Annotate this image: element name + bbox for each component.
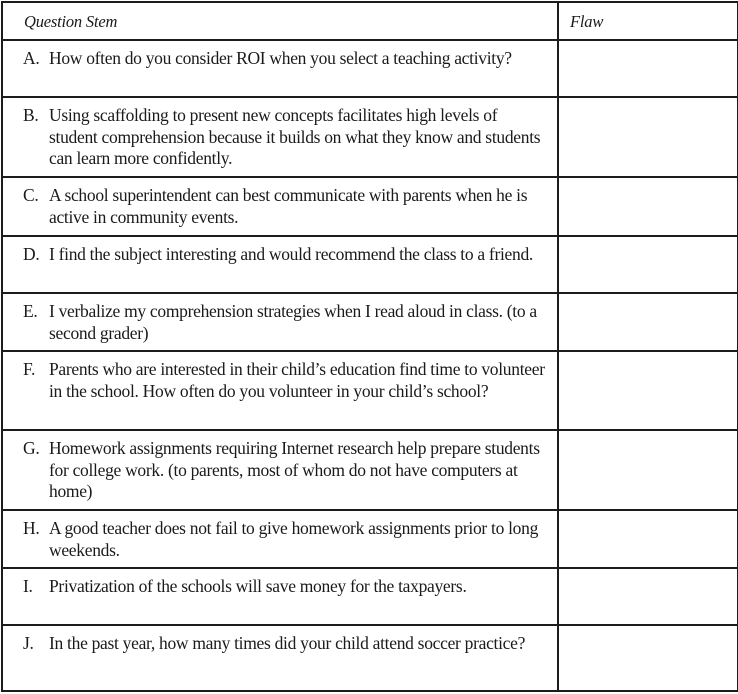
- question-text: I find the subject interesting and would recommend the class to a friend.: [49, 244, 533, 264]
- flaw-cell[interactable]: [558, 510, 738, 568]
- question-item: [3, 185, 549, 228]
- question-text: In the past year, how many times did your child attend soccer practice?: [49, 633, 526, 653]
- question-letter: J.: [23, 633, 34, 653]
- flaw-cell[interactable]: [558, 293, 738, 351]
- flaw-cell[interactable]: [558, 177, 738, 236]
- question-letter: C.: [23, 185, 39, 205]
- question-stem-cell: [2, 293, 558, 351]
- flaw-cell[interactable]: [558, 625, 738, 691]
- question-text: Using scaffolding to present new concepts facilitates high levels of student comprehension because it builds on what they know and students can learn more confidently.: [49, 105, 541, 168]
- question-item: [3, 438, 549, 503]
- question-stem-cell: [2, 177, 558, 236]
- question-stem-cell: [2, 625, 558, 691]
- question-letter: B.: [23, 105, 39, 125]
- question-letter: E.: [23, 301, 38, 321]
- question-letter: A.: [23, 48, 40, 68]
- flaw-cell[interactable]: [558, 351, 738, 430]
- table-row: [2, 510, 738, 568]
- flaw-cell[interactable]: [558, 430, 738, 510]
- flaw-cell[interactable]: [558, 97, 738, 177]
- question-item: [3, 633, 549, 655]
- question-letter: F.: [23, 359, 36, 379]
- question-item: [3, 518, 549, 561]
- question-text: A good teacher does not fail to give homework assignments prior to long weekends.: [49, 518, 539, 560]
- table-row: [2, 40, 738, 97]
- question-item: [3, 244, 549, 266]
- header-question-stem: Question Stem: [2, 2, 558, 40]
- table-row: [2, 625, 738, 691]
- question-flaw-table: [1, 1, 738, 692]
- question-letter: H.: [23, 518, 40, 538]
- header-flaw: Flaw: [558, 2, 738, 40]
- flaw-cell[interactable]: [558, 236, 738, 293]
- question-letter: D.: [23, 244, 40, 264]
- question-item: [3, 301, 549, 344]
- question-text: I verbalize my comprehension strategies when I read aloud in class. (to a second grader): [49, 301, 537, 343]
- table-row: [2, 177, 738, 236]
- table-row: [2, 236, 738, 293]
- flaw-cell[interactable]: [558, 40, 738, 97]
- question-stem-cell: [2, 236, 558, 293]
- question-text: How often do you consider ROI when you select a teaching activity?: [49, 48, 512, 68]
- flaw-cell[interactable]: [558, 568, 738, 625]
- question-item: [3, 105, 549, 170]
- question-text: Parents who are interested in their child’s education find time to volunteer in the school. How often do you volunteer in your child’s school?: [49, 359, 545, 401]
- question-text: A school superintendent can best communicate with parents when he is active in community events.: [49, 185, 528, 227]
- table-row: [2, 293, 738, 351]
- question-text: Homework assignments requiring Internet research help prepare students for college work. (to parents, most of whom do not have computers at home): [49, 438, 540, 501]
- question-stem-cell: [2, 351, 558, 430]
- question-stem-cell: [2, 97, 558, 177]
- question-letter: I.: [23, 576, 33, 596]
- question-item: [3, 48, 549, 70]
- table-row: [2, 97, 738, 177]
- table-row: [2, 430, 738, 510]
- question-item: [3, 576, 549, 598]
- question-letter: G.: [23, 438, 40, 458]
- question-stem-cell: [2, 568, 558, 625]
- table-row: [2, 568, 738, 625]
- question-item: [3, 359, 549, 402]
- question-stem-cell: [2, 430, 558, 510]
- question-text: Privatization of the schools will save money for the taxpayers.: [49, 576, 467, 596]
- table-row: [2, 351, 738, 430]
- question-stem-cell: [2, 40, 558, 97]
- header-row: [2, 2, 738, 40]
- question-stem-cell: [2, 510, 558, 568]
